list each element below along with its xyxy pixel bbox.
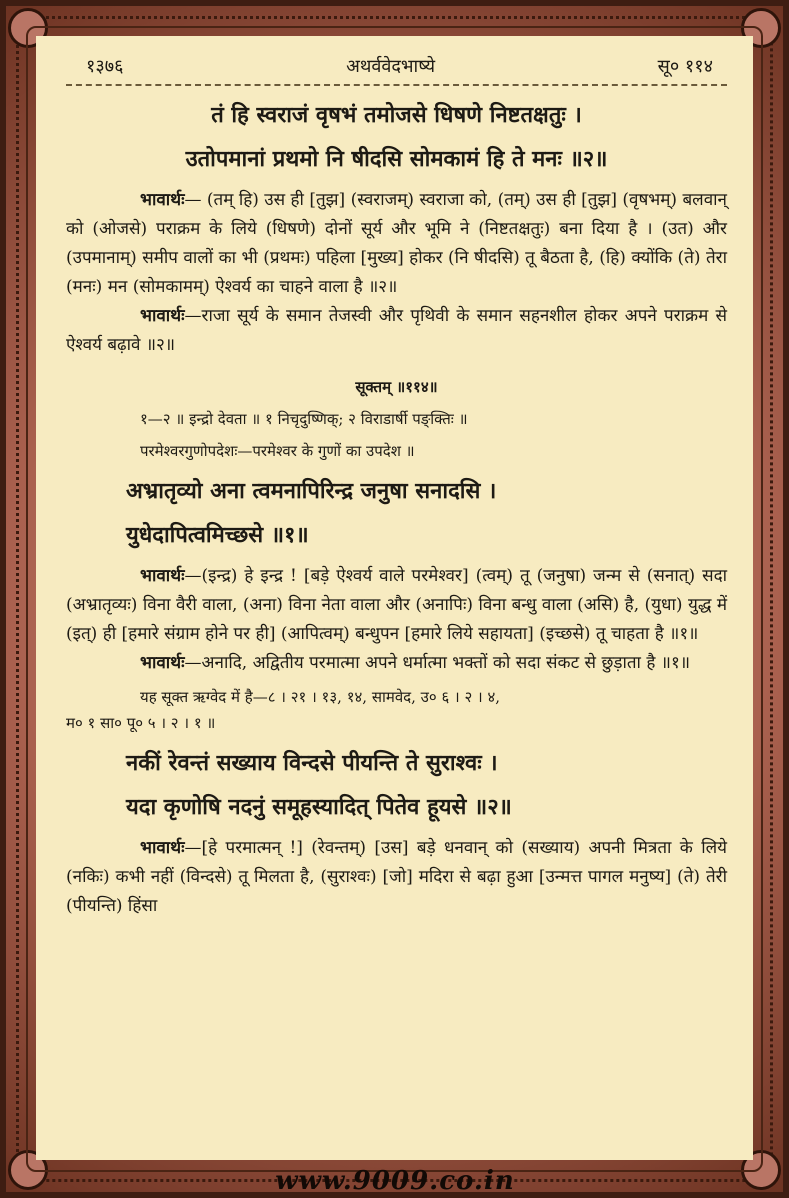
mantra-line: तं हि स्वराजं वृषभं तमोजसे धिषणे निष्टतक्षतुः । <box>211 102 582 128</box>
word-meaning-paragraph <box>66 562 727 649</box>
meaning-text: —(इन्द्र) हे इन्द्र ! [बड़े ऐश्वर्य वाले परमेश्वर] (त्वम्) तू (जनुषा) जन्म से (सनात्) सदा (अभ्रातृव्यः) विना वैरी वाला, (अना) विना नेता वाला और (अनापिः) विना बन्धु वाला (असि) है, (युधा) युद्ध में (इत्) ही [हमारे संग्राम होने पर ही] (आपित्वम्) बन्धुपन [हमारे लिये सहायता] (इच्छसे) तू चाहता है ॥१॥ <box>66 566 727 644</box>
summary-label: भावार्थः <box>140 306 185 326</box>
topic-line: परमेश्वरगुणोपदेशः—परमेश्वर के गुणों का उपदेश ॥ <box>140 442 415 460</box>
book-title: अथर्ववेदभाष्ये <box>346 56 436 77</box>
page-number: १३७६ <box>86 56 124 77</box>
meaning-text: —[हे परमात्मन् !] (रेवन्तम्) [उस] बड़े धनवान् को (सख्याय) अपनी मित्रता के लिये (नकिः) कभी नहीं (विन्दसे) तू मिलता है, (सुराश्वः) [जो] मदिरा से बढ़ा हुआ [उन्मत्त पागल मनुष्य] (ते) तेरी (पीयन्ति) हिंसा <box>66 838 727 916</box>
page-header <box>66 50 727 86</box>
summary-paragraph <box>66 649 727 678</box>
meaning-label: भावार्थः <box>140 838 185 858</box>
summary-text: —अनादि, अद्वितीय परमात्मा अपने धर्मात्मा भक्तों को सदा संकट से छुड़ाता है ॥१॥ <box>184 653 690 673</box>
word-meaning-paragraph <box>66 834 727 921</box>
mantra-line: यदा कृणोषि नदनुं समूहस्यादित् पितेव हूयसे ॥२॥ <box>126 794 512 820</box>
mantra-line: नकीं रेवन्तं सख्याय विन्दसे पीयन्ति ते सुराश्वः । <box>126 750 498 776</box>
summary-paragraph <box>66 302 727 360</box>
book-page <box>36 36 753 1160</box>
mantra-line: उतोपमानां प्रथमो नि षीदसि सोमकामं हि ते मनः ॥२॥ <box>185 146 608 172</box>
meaning-text: — (तम् हि) उस ही [तुझ] (स्वराजम्) स्वराजा को, (तम्) उस ही [तुझ] (वृषभम्) बलवान् को (ओजसे) पराक्रम के लिये (धिषणे) दोनों सूर्य और भूमि ने (निष्टतक्षतुः) बना दिया है । (उत) और (उपमानाम्) समीप वालों का भी (प्रथमः) पहिला [मुख्य] होकर (नि षीदसि) तू बैठता है, (हि) क्योंकि (ते) तेरा (मनः) मन (सोमकामम्) ऐश्वर्य का चाहने वाला है ॥२॥ <box>66 190 727 297</box>
reference-line: म० १ सा० पू० ५ । २ । १ ॥ <box>66 714 216 732</box>
meaning-label: भावार्थः <box>140 566 185 586</box>
deity-metre-line: १—२ ॥ इन्द्रो देवता ॥ १ निचृदुष्णिक्; २ विराडार्षी पङ्क्तिः ॥ <box>140 410 468 428</box>
summary-text: —राजा सूर्य के समान तेजस्वी और पृथिवी के समान सहनशील होकर अपने पराक्रम से ऐश्वर्य बढ़ावे ॥२॥ <box>66 306 727 355</box>
meaning-label: भावार्थः <box>140 190 185 210</box>
sukta-title: सूक्तम् ॥११४॥ <box>355 378 438 396</box>
sukta-reference: सू० ११४ <box>657 56 713 77</box>
mantra-line: युधेदापित्वमिच्छसे ॥१॥ <box>126 522 309 548</box>
word-meaning-paragraph <box>66 186 727 302</box>
reference-line: यह सूक्त ऋग्वेद में है—८ । २१ । १३, १४, सामवेद, उ० ६ । २ । ४, <box>140 688 501 706</box>
summary-label: भावार्थः <box>140 653 185 673</box>
mantra-line: अभ्रातृव्यो अना त्वमनापिरिन्द्र जनुषा सनादसि । <box>126 478 497 504</box>
website-link[interactable]: www.9009.co.in <box>275 1166 515 1196</box>
